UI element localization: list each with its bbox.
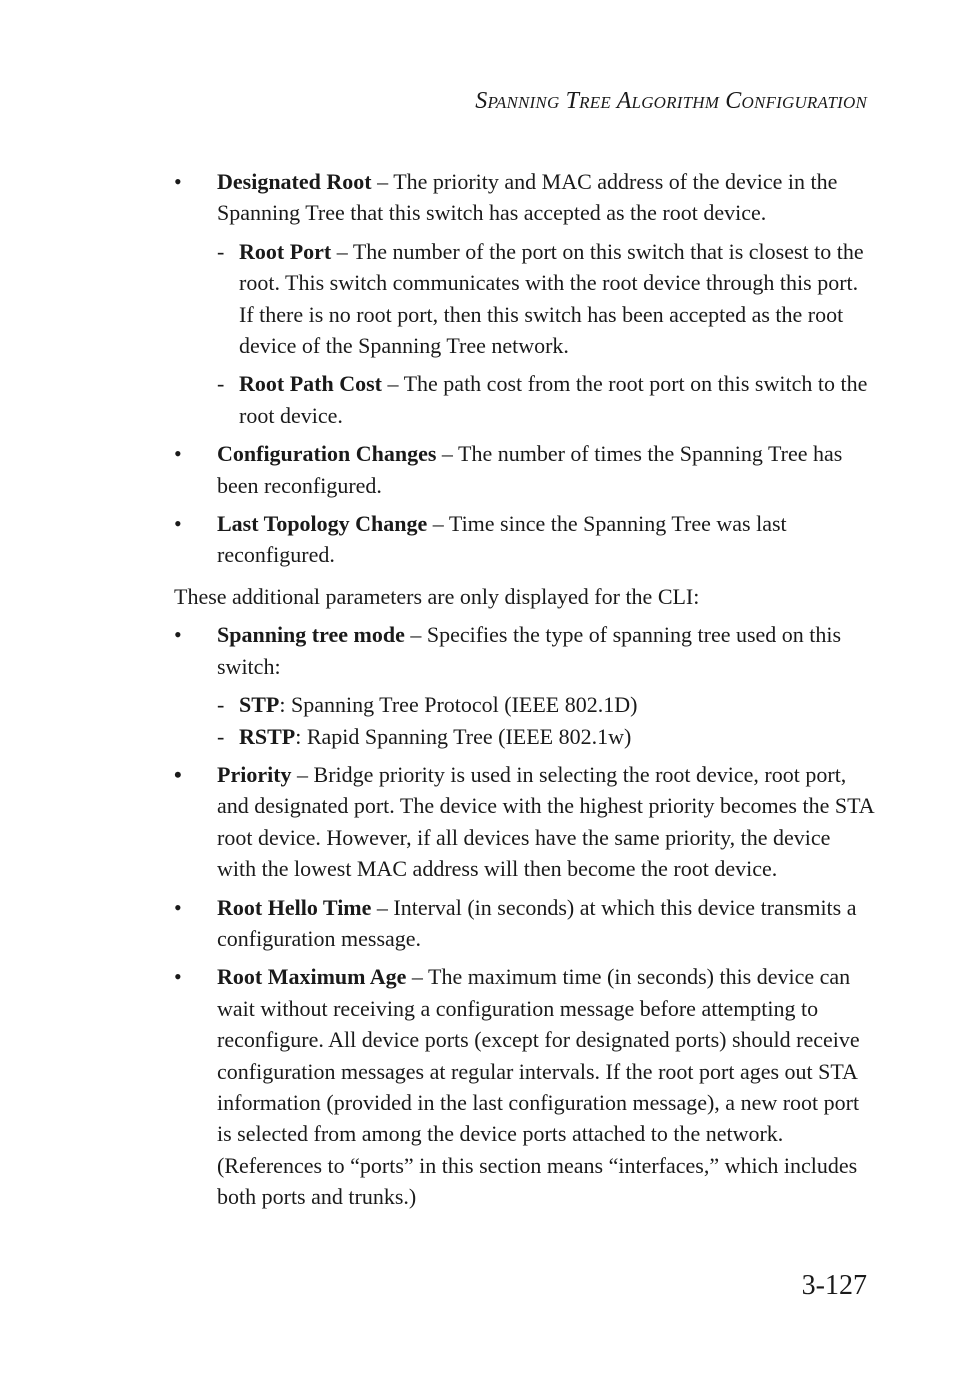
list-item-priority: [174, 759, 874, 885]
list-item-configuration-changes: [174, 438, 874, 501]
description-configuration-changes: – The number of times the Spanning Tree has been reconfigured.: [217, 441, 843, 498]
description-designated-root: – The priority and MAC address of the device in the Spanning Tree that this switch has accepted as the root device.: [217, 169, 838, 226]
term-root-port: Root Port: [239, 238, 332, 264]
description-last-topology-change: – Time since the Spanning Tree was last reconfigured.: [217, 511, 787, 568]
running-header: Spanning Tree Algorithm Configuration: [475, 88, 867, 114]
list-item-last-topology-change: [174, 508, 874, 571]
cli-intro-paragraph: These additional parameters are only displayed for the CLI:: [174, 583, 700, 609]
description-stp: : Spanning Tree Protocol (IEEE 802.1D): [279, 692, 638, 718]
sub-item-root-path-cost: [174, 368, 874, 431]
list-item-spanning-tree-mode: [174, 619, 874, 682]
bullet-icon: •: [174, 169, 182, 194]
term-root-path-cost: Root Path Cost: [239, 371, 382, 397]
term-stp: STP: [239, 692, 280, 718]
description-root-port: – The number of the port on this switch that is closest to the root. This switch communicates with the root device through this port. If there is no root port, then this switch has been accepted as the root device of the Spanning Tree network.: [239, 238, 864, 359]
bullet-icon: •: [174, 761, 182, 787]
list-item-root-maximum-age: [174, 961, 874, 1212]
term-root-hello-time: Root Hello Time: [217, 894, 372, 920]
term-designated-root: Designated Root: [217, 169, 372, 194]
term-last-topology-change: Last Topology Change: [217, 511, 428, 537]
description-root-hello-time: – Interval (in seconds) at which this device transmits a configuration message.: [217, 894, 857, 951]
term-rstp: RSTP: [239, 723, 296, 749]
description-root-path-cost: – The path cost from the root port on this switch to the root device.: [239, 371, 868, 428]
page-number: 3-127: [801, 1270, 867, 1301]
description-root-maximum-age: – The maximum time (in seconds) this device can wait without receiving a configuration message before attempting to reconfigure. All device ports (except for designated ports) should receive configuration messages at regular intervals. If the root port ages out STA information (provided in the last configuration message), a new root port is selected from among the device ports attached to the network. (References to “ports” in this section means “interfaces,” which includes both ports and trunks.): [217, 964, 860, 1210]
dash-icon: -: [217, 371, 225, 397]
term-configuration-changes: Configuration Changes: [217, 441, 437, 467]
bullet-icon: •: [174, 511, 182, 537]
bullet-icon: •: [174, 964, 182, 990]
term-root-maximum-age: Root Maximum Age: [217, 964, 407, 990]
list-item-root-hello-time: [174, 892, 874, 955]
description-rstp: : Rapid Spanning Tree (IEEE 802.1w): [295, 723, 632, 749]
dash-icon: -: [217, 238, 225, 264]
bullet-icon: •: [174, 622, 182, 648]
sub-item-root-port: [174, 236, 874, 362]
page-content: [174, 166, 874, 1220]
sub-item-stp: [174, 689, 874, 720]
bullet-icon: •: [174, 441, 182, 467]
bullet-icon: •: [174, 894, 182, 920]
term-priority: Priority: [217, 761, 292, 787]
list-item-designated-root: [174, 166, 874, 229]
dash-icon: -: [217, 723, 225, 749]
description-priority: – Bridge priority is used in selecting the root device, root port, and designated port. The device with the highest priority becomes the STA root device. However, if all devices have the same priority, the device with the lowest MAC address will then become the root device.: [217, 761, 874, 882]
term-spanning-tree-mode: Spanning tree mode: [217, 622, 405, 648]
description-spanning-tree-mode: – Specifies the type of spanning tree used on this switch:: [217, 622, 842, 679]
sub-item-rstp: [174, 721, 874, 752]
dash-icon: -: [217, 692, 225, 718]
